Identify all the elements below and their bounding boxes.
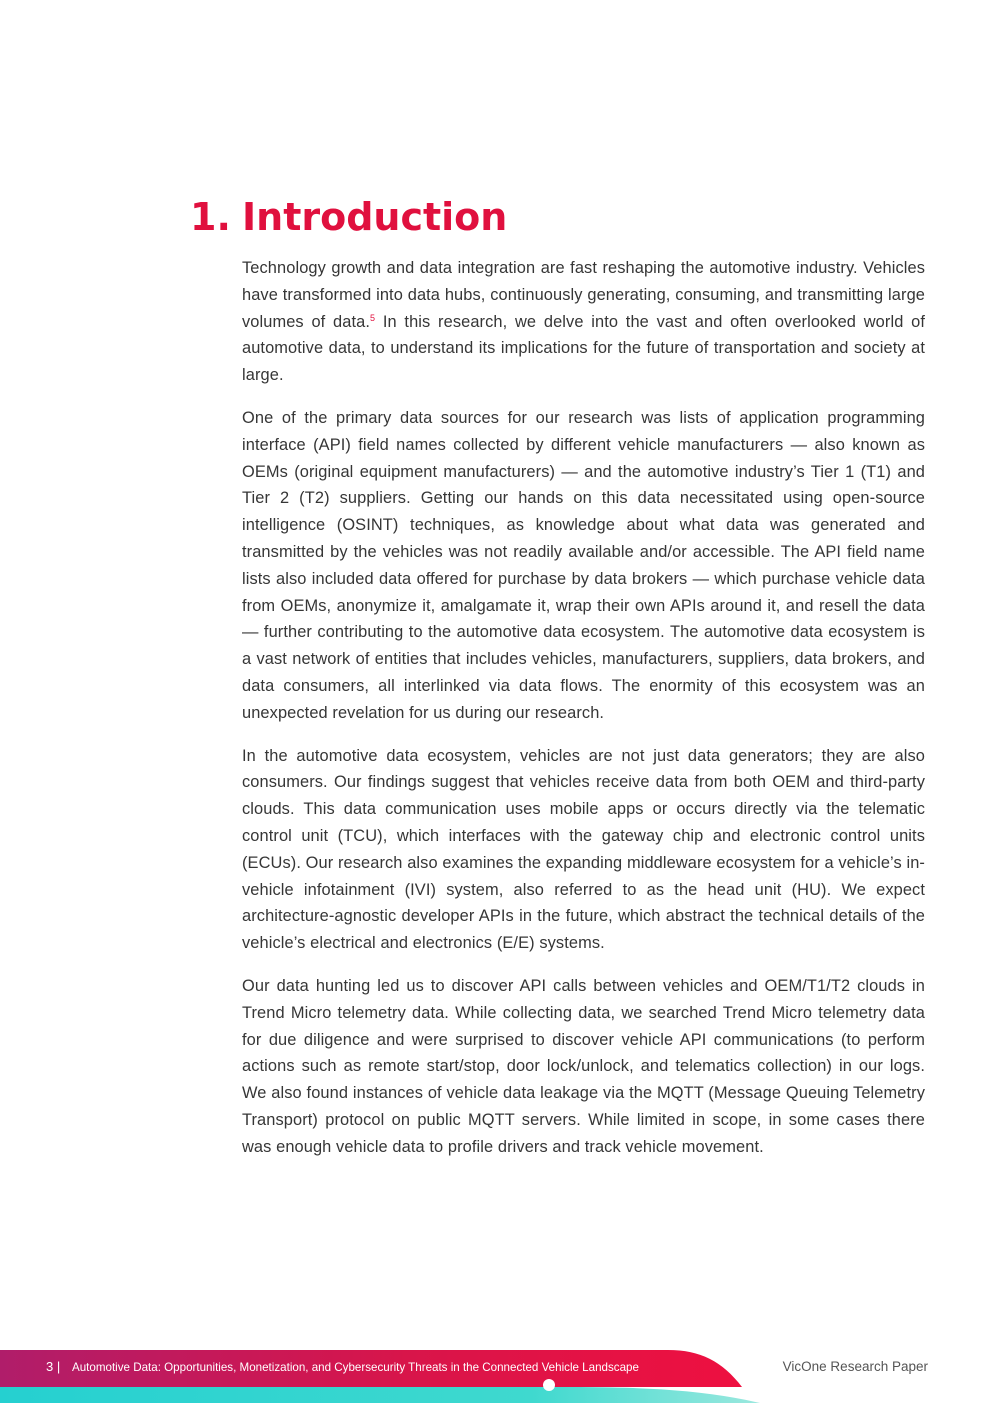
paragraph-1-text-b: In this research, we delve into the vast and often overlooked world of automotive data, to understand its implications for the future of transportation and society at large. [242, 312, 925, 385]
footnote-link[interactable]: 5 [370, 312, 376, 323]
footer-brand: VicOne Research Paper [782, 1359, 928, 1374]
paragraph-2: One of the primary data sources for our research was lists of application programming interface (API) field names collected by different vehicle manufacturers — also known as OEMs (original equipment manufacturers) — and the automotive industry’s Tier 1 (T1) and Tier 2 (T2) suppliers. Getting our hands on this data necessitated using open-source intelligence (OSINT) techniques, as knowledge about what data was generated and transmitted by the vehicles was not readily available and/or accessible. The API field name lists also included data offered for purchase by data brokers — which purchase vehicle data from OEMs, anonymize it, amalgamate it, wrap their own APIs around it, and resell the data — further contributing to the automotive data ecosystem. The automotive data ecosystem is a vast network of entities that includes vehicles, manufacturers, suppliers, data brokers, and data consumers, all interlinked via data flows. The enormity of this ecosystem was an unexpected revelation for us during our research. [242, 408, 925, 722]
paragraph-3: In the automotive data ecosystem, vehicles are not just data generators; they are also consumers. Our findings suggest that vehicles receive data from both OEM and third-party clouds. This data communication uses mobile apps or occurs directly via the telematic control unit (TCU), which interfaces with the gateway chip and electronic control units (ECUs). Our research also examines the expanding middleware ecosystem for a vehicle’s in-vehicle infotainment (IVI) system, also referred to as the head unit (HU). We expect architecture-agnostic developer APIs in the future, which abstract the technical details of the vehicle’s electrical and electronics (E/E) systems. [242, 746, 925, 953]
section-heading [190, 192, 507, 242]
paragraph-1 [242, 255, 925, 389]
body-text [242, 255, 925, 1177]
page-footer [0, 1345, 992, 1403]
paragraph-4: Our data hunting led us to discover API calls between vehicles and OEM/T1/T2 clouds in Trend Micro telemetry data. While collecting data, we searched Trend Micro telemetry data for due diligence and were surprised to discover vehicle API communications (to perform actions such as remote start/stop, door lock/unlock, and telematics collection) in our logs. We also found instances of vehicle data leakage via the MQTT (Message Queuing Telemetry Transport) protocol on public MQTT servers. While limited in scope, in some cases there was enough vehicle data to profile drivers and track vehicle movement. [242, 976, 925, 1156]
page-number: 3 | [46, 1359, 61, 1374]
footer-document-title: Automotive Data: Opportunities, Monetization, and Cybersecurity Threats in the Connected Vehicle Landscape [72, 1361, 639, 1374]
paragraph-1-text-a: Technology growth and data integration are fast reshaping the automotive industry. Vehicles have transformed into data hubs, continuously generating, consuming, and transmitting large volumes of data. [242, 259, 925, 331]
section-title: Introduction [242, 195, 508, 239]
section-number: 1. [190, 195, 231, 239]
